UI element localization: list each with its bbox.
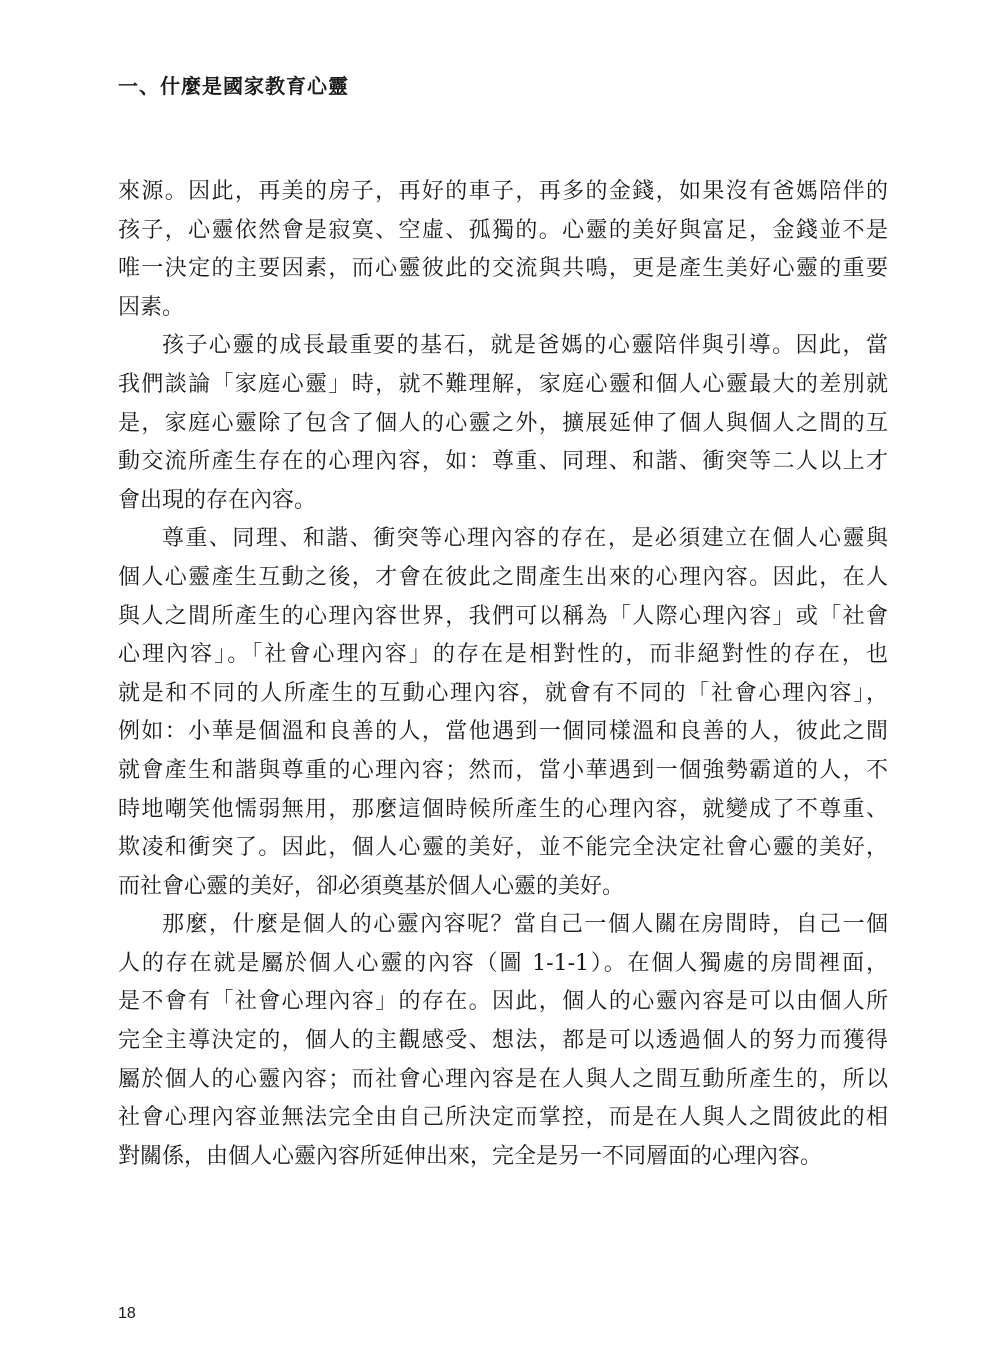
text-line: 是，家庭心靈除了包含了個人的心靈之外，擴展延伸了個人與個人之間的互 [118, 410, 888, 436]
chapter-header: 一、什麼是國家教育心靈 [118, 74, 349, 98]
text-line: 完全主導決定的，個人的主觀感受、想法，都是可以透過個人的努力而獲得 [118, 1028, 888, 1054]
text-line: 來源。因此，再美的房子，再好的車子，再多的金錢，如果沒有爸媽陪伴的 [118, 179, 888, 204]
body-text [118, 173, 888, 1176]
paragraph [118, 906, 888, 1176]
text-line: 我們談論「家庭心靈」時，就不難理解，家庭心靈和個人心靈最大的差別就 [118, 371, 888, 397]
text-line: 就會產生和諧與尊重的心理內容；然而，當小華遇到一個強勢霸道的人，不 [118, 757, 888, 783]
text-line: 就是和不同的人所產生的互動心理內容，就會有不同的「社會心理內容」， [118, 680, 888, 706]
text-line: 尊重、同理、和諧、衝突等心理內容的存在，是必須建立在個人心靈與 [162, 526, 888, 552]
text-line: 因素。 [118, 294, 185, 320]
text-line: 孩子，心靈依然會是寂寞、空虛、孤獨的。心靈的美好與富足，金錢並不是 [118, 217, 888, 243]
text-line: 是不會有「社會心理內容」的存在。因此，個人的心靈內容是可以由個人所 [118, 989, 888, 1015]
paragraph [118, 173, 888, 327]
text-line: 例如：小華是個溫和良善的人，當他遇到一個同樣溫和良善的人，彼此之間 [118, 719, 888, 745]
text-line: 那麼，什麼是個人的心靈內容呢？當自己一個人關在房間時，自己一個 [162, 912, 888, 938]
text-line: 會出現的存在內容。 [118, 487, 317, 513]
page-number: 18 [118, 1305, 136, 1322]
text-line: 社會心理內容並無法完全由自己所決定而掌控，而是在人與人之間彼此的相 [118, 1105, 888, 1131]
text-line: 對關係，由個人心靈內容所延伸出來，完全是另一不同層面的心理內容。 [118, 1143, 823, 1169]
paragraph [118, 520, 888, 906]
text-line: 屬於個人的心靈內容；而社會心理內容是在人與人之間互動所產生的，所以 [118, 1066, 888, 1092]
text-line: 個人心靈產生互動之後，才會在彼此之間產生出來的心理內容。因此，在人 [118, 564, 888, 590]
text-line: 心理內容」。「社會心理內容」的存在是相對性的，而非絕對性的存在，也 [118, 642, 888, 668]
text-line: 而社會心靈的美好，卻必須奠基於個人心靈的美好。 [118, 873, 625, 899]
text-line: 動交流所產生存在的心理內容，如：尊重、同理、和諧、衝突等二人以上才 [118, 449, 888, 475]
text-line: 人的存在就是屬於個人心靈的內容（圖 1-1-1）。在個人獨處的房間裡面， [118, 950, 888, 976]
text-line: 唯一決定的主要因素，而心靈彼此的交流與共鳴，更是產生美好心靈的重要 [118, 256, 888, 282]
text-line: 孩子心靈的成長最重要的基石，就是爸媽的心靈陪伴與引導。因此，當 [162, 333, 888, 359]
text-line: 與人之間所產生的心理內容世界，我們可以稱為「人際心理內容」或「社會 [118, 603, 888, 629]
paragraph [118, 327, 888, 520]
text-line: 時地嘲笑他懦弱無用，那麼這個時候所產生的心理內容，就變成了不尊重、 [118, 796, 888, 822]
text-line: 欺凌和衝突了。因此，個人心靈的美好，並不能完全決定社會心靈的美好， [118, 835, 888, 861]
